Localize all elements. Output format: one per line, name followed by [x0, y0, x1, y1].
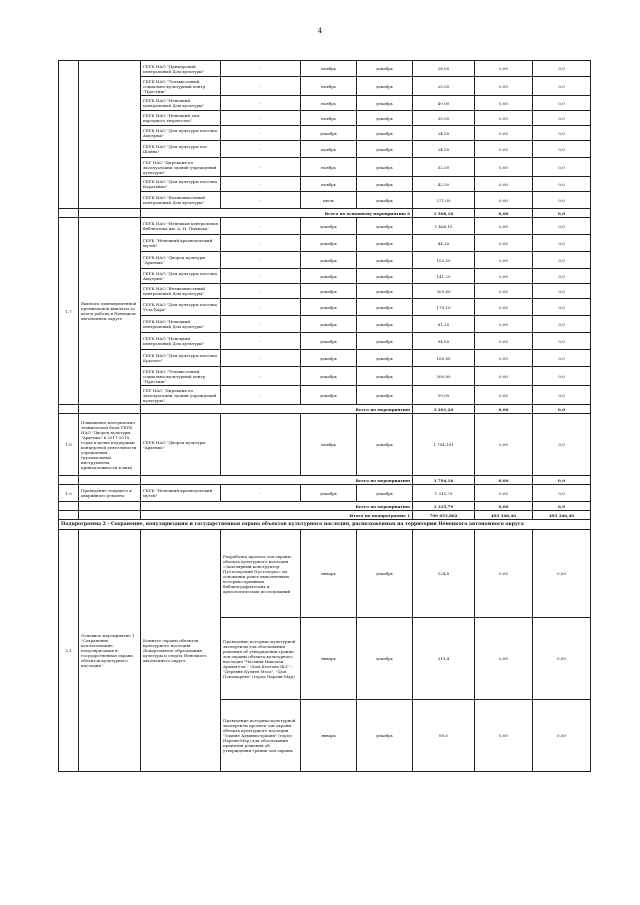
value-2020-cell: 0,0 [533, 269, 591, 284]
org-cell: Комитет охраны объектов культурного наследия Департамента образования, культуры и спорта Ненецкого автономного округа [141, 530, 221, 772]
source-cell: - [221, 218, 301, 235]
org-cell: ГБУ НАО "Дирекция по эксплуатации зданий учреждений культуры" [141, 158, 221, 177]
value-2018-cell: 319,4 [413, 618, 475, 700]
total-row [59, 511, 591, 520]
end-month-cell: декабрь [357, 367, 413, 386]
table-row [59, 414, 591, 476]
end-month-cell: декабрь [357, 333, 413, 350]
end-month-cell: декабрь [357, 350, 413, 367]
total-row [59, 476, 591, 485]
value-2018-cell: 35,00 [413, 111, 475, 126]
org-cell: ГБУК НАО "Тельвисочный социально-культурный центр "Престиж" [141, 367, 221, 386]
total-value-2020: 0,0 [533, 502, 591, 511]
org-cell: ГБУК НАО "Тельвисочный социально-культурный центр "Престиж" [141, 77, 221, 96]
empty-cell [59, 502, 79, 511]
value-2019-cell: 0,00 [475, 284, 533, 299]
value-2019-cell: 0,00 [475, 77, 533, 96]
value-2019-cell: 0,00 [475, 618, 533, 700]
total-value-2018: 3 201,20 [413, 405, 475, 414]
value-2019-cell: 0,00 [475, 700, 533, 772]
value-2019-cell: 0,00 [475, 192, 533, 209]
value-2020-cell: 0,0 [533, 158, 591, 177]
total-row [59, 209, 591, 218]
end-month-cell: декабрь [357, 177, 413, 192]
end-month-cell: декабрь [357, 269, 413, 284]
end-month-cell: декабрь [357, 61, 413, 77]
value-2018-cell: 1 315,79 [413, 485, 475, 502]
value-2019-cell: 0,00 [475, 158, 533, 177]
org-cell: ГБУК НАО "Дом культуры поселка Красное" [141, 350, 221, 367]
end-month-cell: декабрь [357, 252, 413, 269]
source-cell: - [221, 77, 301, 96]
value-2020-cell: 0,0 [533, 192, 591, 209]
value-2018-cell: 271,00 [413, 192, 475, 209]
table-row [59, 218, 591, 235]
source-cell: - [221, 284, 301, 299]
value-2019-cell: 0,00 [475, 386, 533, 405]
start-month-cell: декабрь [301, 316, 357, 333]
org-cell: ГБУК НАО "Дворец культуры "Арктика" [141, 414, 221, 476]
number-cell: 2.1 [59, 530, 79, 772]
empty-cell [79, 502, 141, 511]
source-cell: - [221, 386, 301, 405]
total-value-2019: 0,00 [475, 476, 533, 485]
value-2020-cell: 0,0 [533, 284, 591, 299]
value-2020-cell: 0,0 [533, 316, 591, 333]
source-cell: - [221, 350, 301, 367]
value-2020-cell: 0,0 [533, 485, 591, 502]
value-2018-cell: 44,30 [413, 235, 475, 252]
value-2019-cell: 0,00 [475, 177, 533, 192]
title-cell: Основное мероприятие 1 "Сохранение, использование, популяризация и государственная охрана объектов культурного наследия" [79, 530, 141, 772]
end-month-cell: декабрь [357, 414, 413, 476]
source-cell: - [221, 192, 301, 209]
value-2020-cell: 0,0 [533, 252, 591, 269]
source-cell: - [221, 485, 301, 502]
source-cell: - [221, 61, 301, 77]
end-month-cell: декабрь [357, 316, 413, 333]
org-cell: ГБУК НАО "Ненецкий дом народного творчества" [141, 111, 221, 126]
total-value-2018: 1 794,16 [413, 476, 475, 485]
value-2018-cell: 1 464,10 [413, 218, 475, 235]
value-2020-cell: 0,0 [533, 235, 591, 252]
org-cell: ГБУК НАО "Дом культуры поселка Усть-Кара" [141, 299, 221, 316]
start-month-cell: ноябрь [301, 158, 357, 177]
empty-cell [59, 476, 79, 485]
empty-cell [59, 209, 79, 218]
total-value-2019: 493 346,40 [475, 511, 533, 520]
title-cell: Выплата единовременной премиальной выплаты за итоги работы в Ненецком автономном округе [79, 218, 141, 405]
value-2018-cell: 179,10 [413, 299, 475, 316]
number-cell [59, 61, 79, 209]
value-2020-cell: 0,0 [533, 126, 591, 141]
start-month-cell: декабрь [301, 333, 357, 350]
start-month-cell: декабрь [301, 299, 357, 316]
table-row [59, 530, 591, 618]
source-cell: - [221, 158, 301, 177]
start-month-cell: ноябрь [301, 77, 357, 96]
source-cell: - [221, 96, 301, 111]
end-month-cell: декабрь [357, 192, 413, 209]
value-2020-cell: 0,0 [533, 414, 591, 476]
source-cell: - [221, 299, 301, 316]
start-month-cell: ноябрь [301, 111, 357, 126]
total-value-2019: 0,00 [475, 405, 533, 414]
end-month-cell: декабрь [357, 618, 413, 700]
value-2020-cell: 0,0 [533, 141, 591, 158]
total-label: Всего по основному мероприятию 6 [141, 209, 413, 218]
total-value-2019: 0,00 [475, 502, 533, 511]
end-month-cell: декабрь [357, 77, 413, 96]
end-month-cell: декабрь [357, 141, 413, 158]
title-cell: Проведение текущего и аварийного ремонта [79, 485, 141, 502]
total-value-2018: 700 653,862 [413, 511, 475, 520]
start-month-cell: ноябрь [301, 61, 357, 77]
org-cell: ГБУК НАО "Дом культуры поселка Каратайка" [141, 177, 221, 192]
value-2019-cell: 0,00 [475, 350, 533, 367]
source-cell: - [221, 126, 301, 141]
org-cell: ГБУК НАО "Ненецкая центральная библиотека им. А. И. Пичкова" [141, 218, 221, 235]
value-2019-cell: 0,00 [475, 96, 533, 111]
end-month-cell: декабрь [357, 485, 413, 502]
value-2018-cell: 80,0 [413, 700, 475, 772]
value-2018-cell: 52,50 [413, 158, 475, 177]
start-month-cell: январь [301, 618, 357, 700]
activity-cell: Проведение историко-культурной экспертизы для обоснования решения об утверждении границ зон охраны объекта культурного наследия "Часовня Николая Архангела", "Дом Колтова Ш.Г.", "Деревня Куляев Месь", "Дом Пономарева" (город Нарьян-Мар) [221, 618, 301, 700]
value-2018-cell: 42,50 [413, 177, 475, 192]
value-2019-cell: 0,00 [475, 111, 533, 126]
value-2018-cell: 24,50 [413, 126, 475, 141]
start-month-cell: декабрь [301, 218, 357, 235]
source-cell: - [221, 235, 301, 252]
value-2020-cell: 0,00 [533, 700, 591, 772]
table-row [59, 485, 591, 502]
value-2020-cell: 0,0 [533, 333, 591, 350]
value-2019-cell: 0,00 [475, 367, 533, 386]
end-month-cell: декабрь [357, 299, 413, 316]
start-month-cell: декабрь [301, 485, 357, 502]
value-2019-cell: 0,00 [475, 126, 533, 141]
end-month-cell: декабрь [357, 126, 413, 141]
value-2020-cell: 0,0 [533, 77, 591, 96]
value-2020-cell: 0,0 [533, 350, 591, 367]
value-2020-cell: 0,00 [533, 618, 591, 700]
value-2018-cell: 300,80 [413, 367, 475, 386]
title-cell [79, 61, 141, 209]
start-month-cell: декабрь [301, 269, 357, 284]
value-2018-cell: 102,50 [413, 252, 475, 269]
value-2020-cell: 0,0 [533, 61, 591, 77]
org-cell: ГБУК НАО "Дворец культуры "Арктика" [141, 252, 221, 269]
total-label: Всего по мероприятию [141, 405, 413, 414]
value-2018-cell: 81,20 [413, 316, 475, 333]
value-2019-cell: 0,00 [475, 235, 533, 252]
value-2020-cell: 0,0 [533, 96, 591, 111]
total-value-2020: 0,0 [533, 209, 591, 218]
value-2019-cell: 0,00 [475, 530, 533, 618]
value-2018-cell: 309,80 [413, 284, 475, 299]
total-value-2019: 0,00 [475, 209, 533, 218]
value-2018-cell: 141,20 [413, 269, 475, 284]
org-cell: ГБУК НАО "Дом культуры поселка Амдерма" [141, 126, 221, 141]
org-cell: ГБУК НАО "Приморский центральный Дом культуры" [141, 61, 221, 77]
org-cell: ГБУК НАО "Ненецкий центральный Дом культуры" [141, 96, 221, 111]
total-label: Итого по подпрограмме 1 [141, 511, 413, 520]
total-value-2020: 0,0 [533, 476, 591, 485]
source-cell: - [221, 252, 301, 269]
org-cell: ГБУК "Ненецкий краеведческий музей" [141, 235, 221, 252]
title-cell: Повышение материально-технической базы ГБУК НАО "Дворец культуры "Арктика" в 2017-2018 годах в целях поддержки концертной деятельности учреждения (музыкальные инструменты, принадлежности к ним) [79, 414, 141, 476]
end-month-cell: декабрь [357, 235, 413, 252]
total-label: Всего по мероприятию [141, 476, 413, 485]
total-label: Всего по мероприятию [141, 502, 413, 511]
total-row [59, 502, 591, 511]
start-month-cell: январь [301, 530, 357, 618]
value-2020-cell: 0,0 [533, 386, 591, 405]
source-cell: - [221, 316, 301, 333]
value-2018-cell: 1 794,161 [413, 414, 475, 476]
org-cell: ГБУК НАО "Дом культуры пос. Шойна" [141, 141, 221, 158]
value-2020-cell: 0,0 [533, 218, 591, 235]
start-month-cell: декабрь [301, 252, 357, 269]
start-month-cell: декабрь [301, 367, 357, 386]
start-month-cell: ноябрь [301, 96, 357, 111]
end-month-cell: декабрь [357, 700, 413, 772]
value-2018-cell: 25,50 [413, 77, 475, 96]
value-2019-cell: 0,00 [475, 218, 533, 235]
source-cell: - [221, 141, 301, 158]
source-cell: - [221, 269, 301, 284]
number-cell: 1.9 [59, 485, 79, 502]
end-month-cell: декабрь [357, 158, 413, 177]
start-month-cell: декабрь [301, 235, 357, 252]
start-month-cell: декабрь [301, 350, 357, 367]
value-2018-cell: 59,00 [413, 386, 475, 405]
value-2018-cell: 94,80 [413, 333, 475, 350]
value-2020-cell: 0,0 [533, 111, 591, 126]
start-month-cell: декабрь [301, 126, 357, 141]
org-cell: ГБУК "Ненецкий краеведческий музей" [141, 485, 221, 502]
value-2019-cell: 0,00 [475, 299, 533, 316]
value-2018-cell: 124,8 [413, 530, 475, 618]
value-2020-cell: 0,0 [533, 177, 591, 192]
org-cell: ГБУК НАО "Дом культуры поселка Амдерма" [141, 269, 221, 284]
total-value-2018: 1 506,10 [413, 209, 475, 218]
total-row [59, 405, 591, 414]
source-cell: - [221, 177, 301, 192]
value-2019-cell: 0,00 [475, 333, 533, 350]
source-cell: - [221, 367, 301, 386]
start-month-cell: ноябрь [301, 141, 357, 158]
org-cell: ГБУК НАО "Ненецкий центральный Дом культуры" [141, 316, 221, 333]
start-month-cell: ноябрь [301, 414, 357, 476]
start-month-cell: январь [301, 700, 357, 772]
end-month-cell: декабрь [357, 386, 413, 405]
total-value-2018: 1 315,79 [413, 502, 475, 511]
org-cell: ГБУК НАО "Великовисочный центральный Дом культуры" [141, 192, 221, 209]
subprogram-heading-row [59, 520, 591, 530]
empty-cell [79, 209, 141, 218]
start-month-cell: ноябрь [301, 177, 357, 192]
end-month-cell: декабрь [357, 111, 413, 126]
start-month-cell: июль [301, 192, 357, 209]
start-month-cell: декабрь [301, 386, 357, 405]
value-2018-cell: 24,50 [413, 141, 475, 158]
value-2020-cell: 0,0 [533, 299, 591, 316]
end-month-cell: декабрь [357, 218, 413, 235]
start-month-cell: декабрь [301, 284, 357, 299]
end-month-cell: декабрь [357, 530, 413, 618]
subprogram-title: Подпрограмма 2 - Сохранение, популяризация и государственная охрана объектов культурного наследия, расположенных на территории Ненецкого автономного округа [59, 520, 591, 530]
source-cell [221, 414, 301, 476]
table-row [59, 61, 591, 77]
org-cell: ГБУК НАО "Великовисочный центральный Дом культуры" [141, 284, 221, 299]
number-cell: 1.7 [59, 218, 79, 405]
total-value-2020: 493 346,40 [533, 511, 591, 520]
end-month-cell: декабрь [357, 96, 413, 111]
empty-cell [59, 405, 79, 414]
empty-cell [59, 511, 79, 520]
value-2019-cell: 0,00 [475, 485, 533, 502]
source-cell: - [221, 111, 301, 126]
value-2019-cell: 0,00 [475, 269, 533, 284]
value-2018-cell: 49,00 [413, 96, 475, 111]
empty-cell [79, 476, 141, 485]
activity-cell: Проведение историко-культурной экспертизы проекта зон охраны объекта культурного наследия "Здание Администрации" (город Нарьян-Мар) для обоснования принятия решения об утверждении границ зон охраны [221, 700, 301, 772]
value-2019-cell: 0,00 [475, 252, 533, 269]
source-cell: - [221, 333, 301, 350]
value-2019-cell: 0,00 [475, 61, 533, 77]
page-number: 4 [317, 27, 323, 35]
value-2018-cell: 28,00 [413, 61, 475, 77]
end-month-cell: декабрь [357, 284, 413, 299]
value-2020-cell: 0,00 [533, 530, 591, 618]
value-2018-cell: 160,80 [413, 350, 475, 367]
empty-cell [79, 511, 141, 520]
value-2019-cell: 0,00 [475, 141, 533, 158]
value-2020-cell: 0,0 [533, 367, 591, 386]
program-table [58, 60, 591, 772]
number-cell: 1.8 [59, 414, 79, 476]
org-cell: ГБУ НАО "Дирекция по эксплуатации зданий учреждений культуры" [141, 386, 221, 405]
empty-cell [79, 405, 141, 414]
value-2019-cell: 0,00 [475, 414, 533, 476]
activity-cell: Разработка проекта зон охраны объекта культурного наследия «Заполярный конструктор Пустозерский Пустозерье» на основании ранее выполненных историко-архивных библиографических и археологических исследований [221, 530, 301, 618]
value-2019-cell: 0,00 [475, 316, 533, 333]
org-cell: ГБУК НАО "Ненецкий центральный Дом культуры" [141, 333, 221, 350]
total-value-2020: 0,0 [533, 405, 591, 414]
